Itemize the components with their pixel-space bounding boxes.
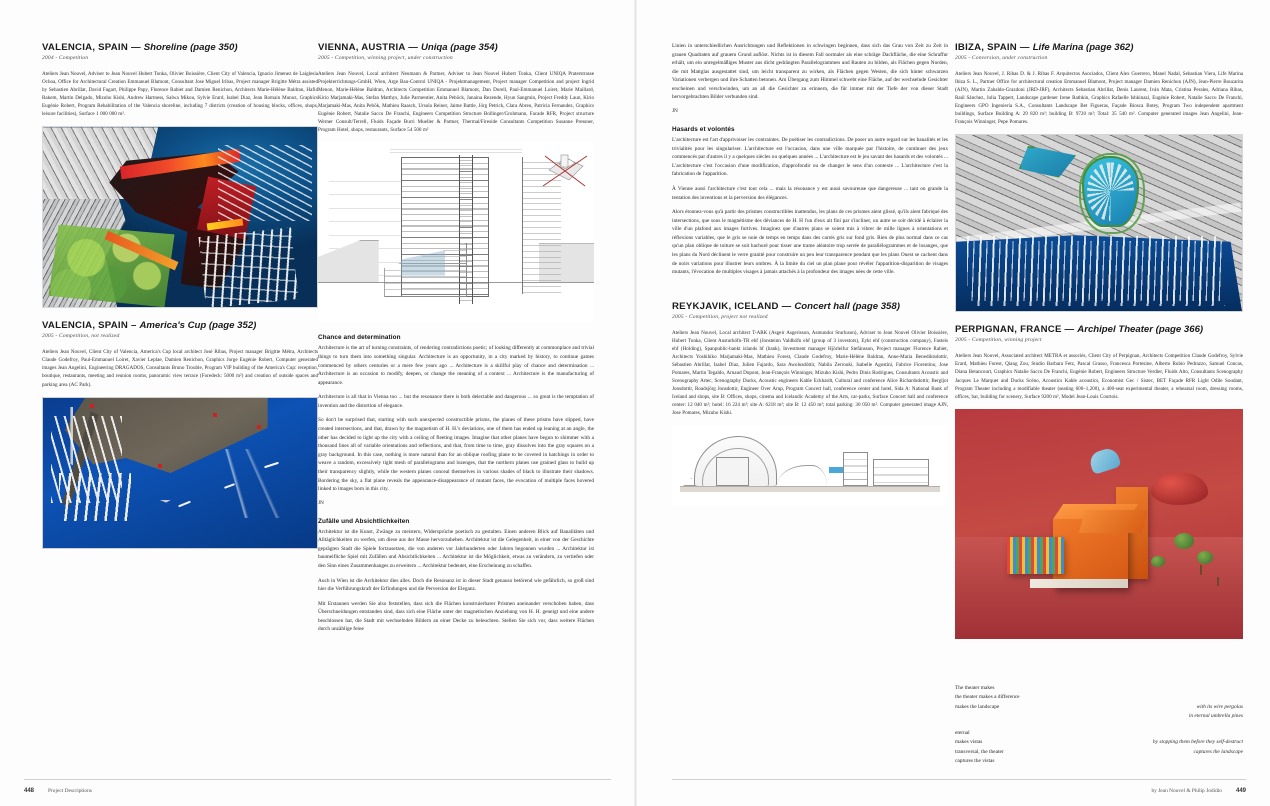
poem-line bbox=[955, 703, 1243, 712]
model-tree-trunk bbox=[1200, 565, 1202, 575]
pool-terraces bbox=[1087, 162, 1134, 220]
project-entry-perpignan bbox=[955, 324, 1243, 400]
essay-paragraph: Mit Erstaunen werden Sie also feststellen, dass sich die Flächen konstruierbarer Prismen aneinander verschoben haben, dass Überschneidungen entstanden sind, dass sich eine Fläche unter der magnetischen Anziehung von H. H. geneigt und eine andere beschlossen hat, die Stadt mit wechselnden Bildern an einer Decke zu beleuchten. Stellen Sie sich vor, dass weitere Flächen durch unzählige feine bbox=[318, 600, 594, 633]
poem-line bbox=[955, 693, 1243, 702]
poem-left: eternal bbox=[955, 729, 970, 736]
auditorium-volume bbox=[716, 457, 749, 486]
red-marker bbox=[213, 413, 217, 417]
project-credits: Ateliers Jean Nouvel, J. Ribas D. & J. Ribas F. Arquitectos Asociados, Client Alex Guerrero, Manel Nadal, Sebastian Viera, Life Marina Ibiza S. L., Partner Office for architectural creation Emmanuel Blamont, Project manager Damien Renichon (AJN), Jean-Pierre Bouzarita (AJN), Martin Zabaldo-Grazdoni (JRD-JRF), Architects Sebastian Abrillat, Denis Laurent, Iván Mata, Cristina Perales, Adriana Ribas, Raúl Sánchez, Julia Tappert, Landscape gardener Irene Rathkin, Graphics Rafaelle Ishkinazi, Eugénie Robert, Natalie Saccu De Franchi, Engineers GPO Ingeniería S.A., Consultants Landscape Bet Figueras, Façade Biosca Botey, Program Two independent apartment buildings, Surface Building A: 29 820 m²; building B: 9720 m²; Total: 35 540 m². Computer generated images Jean Angelini, Jean-François Winninger, Pepe Pomares. bbox=[955, 71, 1243, 126]
figure-vienna-section bbox=[318, 142, 594, 322]
figure-reykjavik-elevation bbox=[672, 425, 948, 505]
project-place: VIENNA, AUSTRIA bbox=[318, 42, 406, 53]
poem-line bbox=[955, 729, 1243, 738]
essay-paragraph: À Vienne aussi l'architecture c'est tout cela ... mais la résonance y est aussi savoureuse que dangereuse ... tant on grande la tentation des inventions et la perversion des élégances. bbox=[672, 185, 948, 201]
poem-right: captures the landscape bbox=[1193, 748, 1243, 755]
project-credits: Ateliers Jean Nouvel, Local architect Neumann & Partner, Adviser to Jean Nouvel Hubert Tonka, Client UNIQA Praterstrasse Projekterrichtungs-GmbH, Wien, Arge Bau-Control UNIQA - Projektmanagement, Project manager Competition and project Ingrid Menon, Marie-Hélène Baldran, Architects Competition Emmanuel Blamont, Dan Dorell, Paul-Emmanuel Loiret, Marie Maillard, Kirio Marjamaki-Mas, Stefan Matthys, Julie Parmentier, Anita Peböck, Janaina Rezende, Hyun Sangmin, Project Freddy Laun, Kirio Marjamaki-Mas, Anita Pebök, Mathieu Raasch, Ursula Reiner, Jaime Battle, Jörg Petrick, Clara Abreu, Patricia Fernandez, Graphics Eugénie Robert, Natalie Saccu De Franchi, Engineers Competition Structure Bollinger/Grohmann, Facade RFR, Project structure Werner Consult/Terrell, Fluids Façade Burri Mueller & Partner, Thermal/Fireside Consultants Competition Susanne Pressner, Program Hotel, shops, restaurants, Surface 54 500 m² bbox=[318, 71, 594, 134]
column-four bbox=[955, 42, 1243, 651]
title-dash: — bbox=[408, 42, 419, 53]
poem-left: The theater makes bbox=[955, 685, 995, 691]
patterned-facade-block bbox=[1007, 537, 1065, 574]
essay-heading-english: Chance and determination bbox=[318, 334, 401, 342]
poem-block bbox=[955, 684, 1243, 767]
red-marker bbox=[158, 464, 162, 468]
project-title-ibiza bbox=[955, 42, 1243, 53]
project-name: Uniqa (page 354) bbox=[420, 42, 498, 53]
project-place: VALENCIA, SPAIN bbox=[42, 42, 129, 53]
project-place: IBIZA, SPAIN bbox=[955, 42, 1017, 53]
essay-paragraph: Auch in Wien ist die Architektur dies alles. Doch die Resonanz ist in dieser Stadt genauso betörend wie gefährlich, so groß sind hier die Verführungskraft der Erfindungen und die Perversion der Eleganz. bbox=[318, 577, 594, 593]
poem-line bbox=[955, 757, 1243, 766]
poem-line bbox=[955, 684, 1243, 693]
essay-paragraph: Architektur ist die Kunst, Zwänge zu meistern, Widersprüche poetisch zu gestalten. Einen anderen Blick auf Banalitäten und Alltäglichkeiten zu werfen, um diese aus der Masse hervorzuheben. Architektur ist die Gelegenheit, in einer von der Geschichte geprägten Stadt die Spiele fortzusetzen, die von anderen vor Jahrhunderten oder Jahren begonnen wurden ... Architektur ist baumeifliche Spiel mit Zufällen und Absichtlichkeiten ... Architektur ist die Möglichkeit, etwas zu verändern, zu vertiefen oder den Sinn eines Zusammenhanges zu erweitern ... Architektur bedeutet, eine Erscheinung zu schaffen. bbox=[318, 528, 594, 569]
project-entry-reykjavik bbox=[672, 301, 948, 418]
project-entry-vienna-uniqa bbox=[318, 42, 594, 134]
ground-plinth bbox=[680, 486, 939, 492]
marina-boats bbox=[967, 241, 1224, 301]
project-credits: Ateliers Jean Nouvel, Local architect T-ARK (Asgeir Asgerisson, Asmundur Sturluson), Adviser to Jean Nouvel Olivier Boissière, Hubert Tonka, Client Austurhöfn-TR ehf (Jonsteinn Valdhöfn ehf (group of 3 investors), Eykt ehf (construction company), Fasteis ehf (Holding), Spanpublic-bankt islands hf (bank), Investment manager Hjörleifur Stefánsson, Project manager Florence Rabiet, Architects Yoshihiko Marjamaki-Mas, Mathieu Forest, Claude Godefroy, Marie-Hélène Baldran, Anne-Maria Benediktsdottir, Sébastien Abrillat, Isabel Diaz, Julien Fajardo, Sara Awolusdóttir, Nabila Zerrouki, Isabelle Agostini, Fabrice Fiorentino, Jose Pomares, Martin Tegaldo, Arnaud Dupont, Jean-François Winninger, Mizuho Kishi, Pedro Dinis Rodrigues, Consultants Acoustic and Scenography Artec, Scenography Ducks, Acoustic engineers Kahle Eckhardt, Cultural and conference Alice Richardsdottir, Bergljot Jonsdottir, Roadsjörg Jonsdottir, Engineer Over Arup, Program Concert hall, conference center and hotel, Sida A: National Bank of Iceland and shops, site B: Offices, shops, cinema and Icelandic Academy of the Arts, car-parks, Surface Concert hall and conference center: 12 040 m²; hotel: 16 224 m²; site A: 6218 m²; site B: 12 450 m²; total parking: 30 050 m². Computer generated image AJN, Jose Pomares, Mizuho Kishi. bbox=[672, 329, 948, 417]
project-place: PERPIGNAN, FRANCE bbox=[955, 324, 1062, 336]
project-entry-valencia-shoreline bbox=[42, 42, 318, 118]
project-credits: Ateliers Jean Nouvel, Associated architect METRA et associés, Client City of Perpignan, Architects Competition Claude Godefroy, Sylvie Erard, Mathieu Forest, Qiang Zou, Studio Barbara Fetz, Pascal Grasso, Francesca Portesine, Alberto Rubio Pedrazzo, Samuel Concas, Diana Betancourt, Graphics Natalie Saccu De Franchi, Eugénie Robert, Engineers Structure Verdier, Fluids Alto, Consultants Scenography Jacques Le Marquet and Ducks Scéno, Acoustics Kahle acoustics, Economist Gec / Sistec, BET Façade RFR Light Odile Soudant, Program Theater including a modifiable theater (seating 600–1,200), a 400-seat experimental theater, a rehearsal room, dressing rooms, offices, bar, building for scenery, Surface 9200 m², Model Jean-Louis Courtois. bbox=[955, 353, 1243, 400]
moored-boats-lower bbox=[59, 473, 130, 521]
essay-paragraph: So don't be surprised that, starting with such unexpected constructible prisms, the planes of these prisms have slipped, have created intersections, and that, drawn by the magnetism of H. H.'s deviations, one of them has ended up leaning at an angle, the other has decided to light up the city with a ceiling of fleeting images. Imagine that other planes have begun to shimmer with a thousand lines all of variable orientations and reflections, and that, from time to time, gray dissolves into the gray squares on a gray background. In this case, nothing is more natural than for an oblique roofing plane to be covered in hatchings in order to weave a random, excessively tight mesh of parallelograms and lozenges, that the northern planes use grained glass to build up their transparency slightly, while the western planes conceal themselves in various shades of black to illustrate their shadows. Bordering the sky, a flat plane reveals the appearance-disappearance of mutant faces, the evocation of multiple faces hovered linked to images born in this city. bbox=[318, 417, 594, 493]
project-title-perpignan bbox=[955, 324, 1243, 335]
figure-valencia-masterplan bbox=[42, 126, 318, 308]
essay-german-continued bbox=[672, 42, 948, 114]
orange-slab bbox=[1078, 510, 1148, 533]
project-title-reykjavik bbox=[672, 301, 948, 312]
poem-line bbox=[955, 738, 1243, 747]
essay-paragraph: Linien in unterschiedlichen Ausrichtungen und Reflektionen in schwingen beginnen, dass sich das Grau von Zeit zu Zeit in grauen Quadraten auf grauem Grund auflöst. Nichts ist in diesem Fall normaler als eine schräge Dachfläche, die eine Schraffur erhält, um ein unregelmäßiges Muster aus dicht gedrängten Parallelogrammen und Rauten zu bilden, als Flächen gegen Norden, die mit Mattglas ausgestattet sind, um leicht transparent zu wirken, als Flächen gegen Westen, die sich hinter schwarzen Variationen verbergen und ihre Schatten betonen. Am Übergang zum Himmel schwebt eine Fläche, auf der wechselnde Gesichter erscheinen und verschwinden, um an all die Gesichter zu erinnern, die für immer mit der Tiefe der von dieser Stadt hervorgebrachten Bilder verbunden sind. bbox=[672, 43, 948, 101]
poem-spacer bbox=[955, 722, 1243, 729]
poem-left: captures the vistas bbox=[955, 758, 995, 765]
folio-left: 448 bbox=[24, 788, 35, 794]
poem-line bbox=[955, 748, 1243, 757]
model-tree bbox=[1151, 556, 1165, 567]
project-title-valencia-cup bbox=[42, 320, 318, 331]
column-three bbox=[672, 42, 948, 517]
office-block-b bbox=[873, 459, 928, 486]
model-tree bbox=[1174, 533, 1194, 549]
footer-rule-right bbox=[672, 779, 1246, 780]
pool-main bbox=[1082, 156, 1139, 226]
project-title-valencia-shoreline bbox=[42, 42, 318, 53]
project-subtitle: 2005 - Competition, project not realized bbox=[672, 313, 768, 320]
title-dash: — bbox=[1019, 42, 1030, 53]
title-dash: — bbox=[1064, 324, 1075, 336]
boat-wakes bbox=[175, 449, 307, 518]
red-organic-form bbox=[1151, 473, 1209, 505]
project-place: REYKJAVIK, ICELAND bbox=[672, 300, 779, 312]
project-subtitle: 2005 - Competition, winning project, under construction bbox=[318, 55, 453, 62]
title-dash: — bbox=[130, 42, 141, 53]
figure-ibiza-aerial bbox=[955, 134, 1243, 312]
footer-right bbox=[1151, 788, 1246, 794]
footer-left bbox=[24, 788, 92, 794]
essay-heading-german: Zufälle und Absichtlichkeiten bbox=[318, 517, 410, 525]
essay-english bbox=[318, 334, 594, 505]
project-credits: Ateliers Jean Nouvel, Adviser to Jean Nouvel Hubert Tonka, Olivier Boissière, Client City of Valencia, Ignacio Jimenez de Laiglesia Ochoa, Office for Architectural Creation Emmanuel Blamont, Consultant Jose Miguel Iribas, Project manager Brigitte Métra assisted by Sebastien Abrillat, David Fagart, Philippe Papy, Florence Rabiet and Damien Renichon, Architects Marie-Hélène Baldran, Hafid Rakem, Martin Delgado, Mizuho Kishi, Andrew Hartness, Salwa Mikou, Sylvie Erard, Isabel Diaz, Jean Romain Munoz, Graphics Eugénie Robert, Program Rehabilitation of the Valencia shoreline, including 7 districts (creation of housing blocks, offices, shops, leisure facilities), Surface 1 000 000 m². bbox=[42, 71, 318, 118]
project-entry-valencia-cup bbox=[42, 320, 318, 388]
project-name: Concert hall (page 358) bbox=[794, 300, 900, 312]
title-dash: – bbox=[130, 320, 137, 332]
housing-blocks bbox=[198, 227, 298, 308]
poem-right: in eternal umbrella pines bbox=[1188, 713, 1243, 720]
white-base-strip bbox=[1030, 579, 1128, 588]
figure-perpignan-model bbox=[955, 409, 1243, 639]
model-tree-trunk bbox=[1217, 577, 1219, 586]
red-marker bbox=[90, 404, 94, 408]
poem-right: with its wire pergolas bbox=[1196, 703, 1243, 710]
essay-paragraph: L'architecture est l'art d'apprivoiser les contraintes. De poétiser les contradictions. De poser un autre regard sur les banalités et les trivialités pour les singulariser. L'architecture est l'occasion, dans une ville marquée par l'histoire, de continuer des jeux commencés par d'autres il y a quelques siècles ou quelques années ... L'architecture est le jeu savant des hasards et des volontés ... L'architecture c'est l'occasion d'une modification, d'approfondir ou de changer le sens d'un contexte ... L'architecture c'est la fabrication de l'apparition. bbox=[672, 137, 948, 178]
poem-right: by stopping them before they self-destruct bbox=[1152, 739, 1243, 746]
column-one bbox=[42, 42, 318, 561]
project-subtitle: 2005 - Competition, not realized bbox=[42, 333, 120, 340]
column-two bbox=[318, 42, 594, 640]
top-annotations bbox=[390, 146, 522, 155]
project-name: America's Cup (page 352) bbox=[139, 320, 257, 332]
poem-line bbox=[955, 712, 1243, 721]
footer-rule-left bbox=[24, 779, 611, 780]
page-gutter bbox=[634, 0, 637, 806]
project-entry-ibiza bbox=[955, 42, 1243, 126]
poem-left: transversal, the theater bbox=[955, 748, 1004, 755]
essay-signature: JN bbox=[318, 499, 324, 506]
essay-paragraph: Architecture is all that in Vienna too ... but the resonance there is both delectable and dangerous ... so great is the temptation of invention and the distortion of elegance. bbox=[318, 394, 594, 409]
project-name: Archipel Theater (page 366) bbox=[1077, 324, 1204, 336]
running-head-right: by Jean Nouvel & Philip Jodidio bbox=[1151, 788, 1222, 794]
project-name: Shoreline (page 350) bbox=[143, 42, 238, 53]
project-subtitle: 2005 - Conversion, under construction bbox=[955, 55, 1048, 62]
project-name: Life Marina (page 362) bbox=[1032, 42, 1134, 53]
figure-valencia-marina-photo bbox=[42, 397, 318, 549]
axonometric-sketch-icon bbox=[539, 150, 591, 196]
project-place: VALENCIA, SPAIN bbox=[42, 320, 129, 332]
project-subtitle: 2004 - Competition bbox=[42, 55, 89, 62]
poem-left: makes the landscape bbox=[955, 703, 1000, 710]
essay-signature: JN bbox=[672, 108, 678, 115]
project-credits: Ateliers Jean Nouvel, Client City of Valencia, America's Cup local architect José Ribas, Project manager Brigitte Métra, Architects Claude Godefroy, Paul-Emmanuel Loiret, Xavier Leplae, Damien Renichon, Graphics Jorge Eugénie Robert, Computer generated images Jean Angelini, Engineering DRAGADOS, Consultants Bruno Trouble, Program VIP building of the America's Cup: reception, boutique, restaurants, meeting and reunion rooms, panoramic view terrace (Foredeck: 5000 m²) and creation of outside spaces and parking area (AC Park). bbox=[42, 349, 318, 388]
poem-left: makes vistas bbox=[955, 739, 983, 746]
essay-paragraph: Alors étonnez-vous qu'à partir des prismes constructibles inattendus, les plans de ces prismes aient glissé, qu'ils aient fabriqué des intersections, que sous le magnétisme des déviances de H. H l'un d'eux ait fini par s'incliner, un autre se soit décidé à éclairer la ville d'un plafond aux images furtives. Imaginez que d'autres plans se soient mis à vibrer de mille lignes à orientations et réflexions variables, que le gris se noie de temps en temps dans des carrés gris sur fond gris. Rien de plus normal dans ce cas qu'un plan oblique de toiture se soit hachuré pour tisser une trame aléatoire trop serrée de parallélogrammes et de losanges, que les plans du Nord déclinent le verre granité pour construire un peu leur transparence pendant que les plans Ouest se cachent dans de noirs variations pour illustrer leurs ombres. À la limite du ciel un plan plane pour révéler l'apparition-disparition de visages mutants, l'évocation de multiples visages à jamais attachés à la profondeur des images nées de cette ville. bbox=[672, 209, 948, 276]
blue-accent-volume bbox=[829, 467, 843, 473]
essay-french bbox=[672, 126, 948, 277]
essay-paragraph: Architecture is the art of turning constraints, of rendering contradictions poetic; of looking differently at commonplace and trivial things to turn them into something singular. Architecture is an opportunity, in a city marked by history, to continue games commenced by others centuries or a mere few years ago ... Architecture is a skillful play of chance and determination ... Architecture is an occasion to modify, deepen, or change the meaning of a context ... Architecture is the manufacturing of appearance. bbox=[318, 345, 594, 386]
dock-pontoons bbox=[218, 145, 311, 221]
poem-left: the theater makes a difference bbox=[955, 694, 1020, 701]
red-marker bbox=[257, 425, 261, 429]
title-dash: — bbox=[781, 300, 792, 312]
running-head-left: Project Descriptions bbox=[48, 788, 92, 794]
essay-german bbox=[318, 518, 594, 634]
project-subtitle: 2005 - Competition, winning project bbox=[955, 337, 1042, 344]
project-title-vienna-uniqa bbox=[318, 42, 594, 53]
office-block-a bbox=[843, 452, 868, 486]
essay-heading-french: Hasards et volontés bbox=[672, 126, 735, 134]
folio-right: 449 bbox=[1235, 788, 1246, 794]
